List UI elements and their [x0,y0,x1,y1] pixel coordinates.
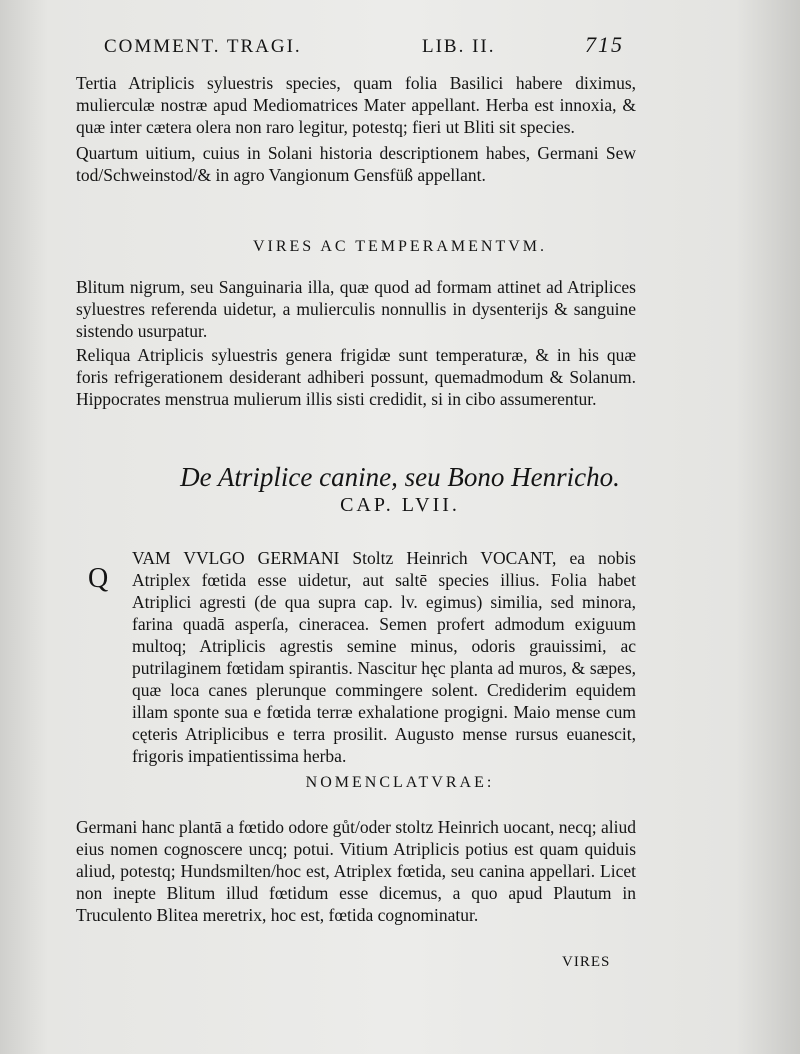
book-label: LIB. II. [422,36,496,57]
running-title: COMMENT. TRAGI. [104,36,302,57]
paragraph: Tertia Atriplicis syluestris species, quam folia Basilici habere diximus, mulierculæ nostræ apud Mediomatrices Mater appellant. Herba est innoxia, & quæ inter cætera olera non raro legitur, potestq; fieri ut Bliti sit species. [76,73,636,137]
paragraph: Quartum uitium, cuius in Solani historia descriptionem habes, Germani Sew tod/Schweinstod/& in agro Vangionum Gensfüß appellant. [76,143,636,185]
running-header [104,32,624,66]
paragraph: Germani hanc plantā a fœtido odore gůt/oder stoltz Heinrich uocant, necq; aliud eius nomen cognoscere uncq; potui. Vitium Atriplicis potius est quam quiduis aliud, potestq; Hundsmilten/hoc est, Atriplex fœtida, seu canina appellari. Licet non inepte Blitum illud fœtidum esse dicemus, a quo apud Plautum in Truculento Blitea meretrix, hoc est, fœtida cognominatur. [76,817,636,925]
section-heading-nomenclature: NOMENCLATVRAE: [305,774,495,791]
section-3-text [76,816,636,926]
catchword: VIRES [562,954,611,970]
section-heading-vires: VIRES AC TEMPERAMENTVM. [252,238,548,255]
chapter-number: CAP. LVII. [340,494,460,516]
paragraph: Blitum nigrum, seu Sanguinaria illa, quæ quod ad formam attinet ad Atriplices syluestres referenda uidetur, a mulierculis nonnullis in dysenterijs & sanguine sistendo usurpatur. [76,277,636,341]
chapter-title: De Atriplice canine, seu Bono Henricho. [180,462,620,492]
section-1-text [76,72,636,186]
paragraph: Reliqua Atriplicis syluestris genera frigidæ sunt temperaturæ, & in his quæ foris refrigerationem desiderant adhiberi possunt, quemadmodum & Solanum. Hippocrates menstrua mulierum illis sisti credidit, si in cibo assumerentur. [76,345,636,409]
chapter-text [132,547,636,767]
page-number: 715 [585,32,624,57]
paragraph: VAM VVLGO GERMANI Stoltz Heinrich VOCANT, ea nobis Atriplex fœtida esse uidetur, aut saltē species illius. Folia habet Atriplici agresti (de qua supra cap. lv. egimus) similia, sed minora, farina quadā asperſa, cineracea. Semen profert admodum exiguum multoq; Atriplicis agrestis semine minus, odoris grauissimi, ac putrilaginem fœtidam spirantis. Nascitur hęc planta ad muros, & sæpes, quæ loca canes plerunque commingere solent. Crediderim equidem illam sponte sua e fœtida terræ exhalatione progigni. Maio mense cum cęteris Atriplicibus e terra prosilit. Augusto mense rursus euanescit, frigoris impatientissima herba. [132,548,636,766]
drop-capital: Q [88,563,109,594]
section-2-text [76,276,636,410]
